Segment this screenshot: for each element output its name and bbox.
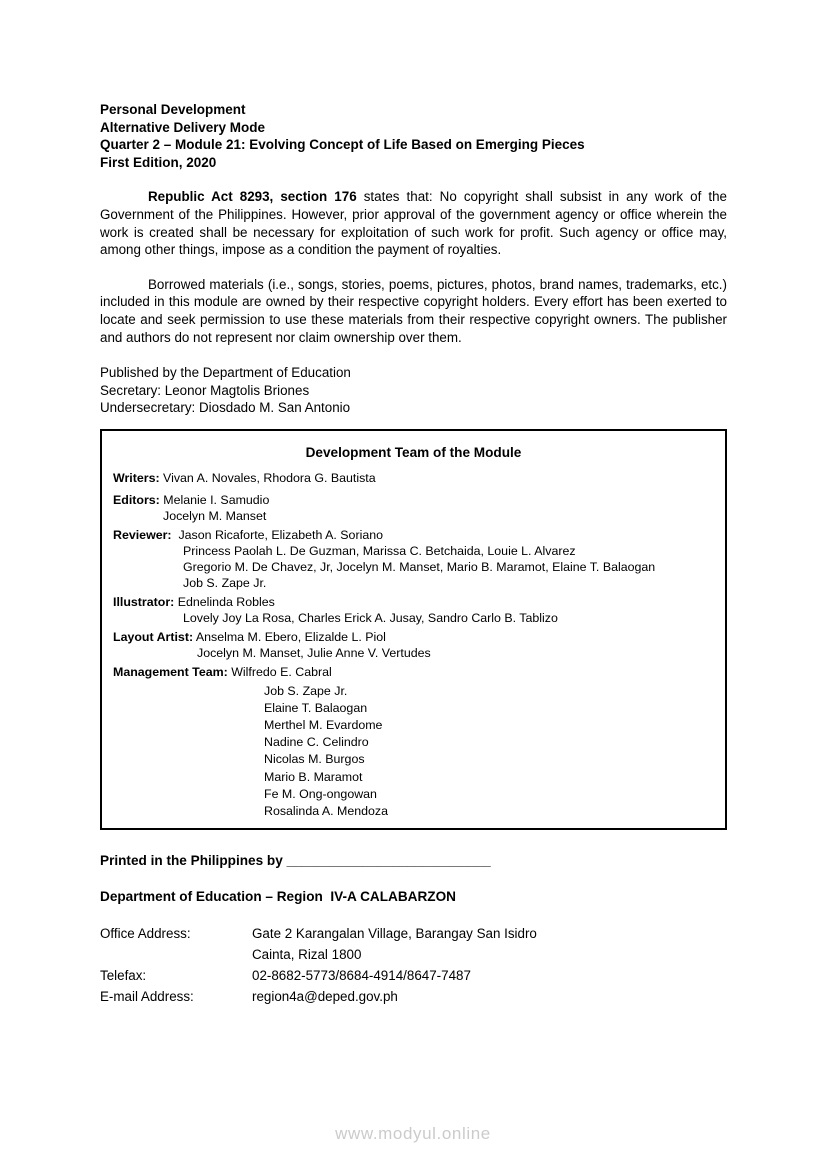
telefax-label: Telefax:	[100, 967, 147, 983]
management-member: Nadine C. Celindro	[264, 735, 369, 750]
writers-label: Writers:	[113, 470, 160, 485]
management-member: Merthel M. Evardome	[264, 718, 383, 733]
undersecretary-line: Undersecretary: Diosdado M. San Antonio	[100, 400, 351, 416]
layout-artist-label: Layout Artist:	[113, 629, 194, 644]
editors-line-1	[113, 492, 714, 508]
site-watermark: www.modyul.online	[335, 1124, 491, 1143]
illustrator-names-1: Ednelinda Robles	[177, 594, 275, 609]
reviewer-names-2: Princess Paolah L. De Guzman, Marissa C. Betchaida, Louie L. Alvarez	[183, 543, 576, 558]
management-team-label: Management Team:	[113, 664, 228, 679]
document-page	[100, 0, 727, 1007]
management-member: Rosalinda A. Mendoza	[264, 804, 388, 819]
writers-names: Vivan A. Novales, Rhodora G. Bautista	[163, 470, 376, 485]
management-member: Nicolas M. Burgos	[264, 752, 365, 767]
contact-row-office-address-2	[100, 945, 727, 966]
secretary-line: Secretary: Leonor Magtolis Briones	[100, 382, 310, 398]
contact-row-email	[100, 987, 727, 1008]
republic-act-lead: Republic Act 8293, section 176	[148, 189, 357, 205]
reviewer-names-4: Job S. Zape Jr.	[183, 575, 267, 590]
publisher-block	[100, 364, 727, 417]
office-address-value-2: Cainta, Rizal 1800	[252, 947, 362, 963]
contact-row-office-address	[100, 924, 727, 945]
management-member: Fe M. Ong-ongowan	[264, 786, 377, 801]
reviewer-row	[113, 527, 714, 591]
printed-by-line	[100, 852, 727, 870]
layout-artist-names-2: Jocelyn M. Manset, Julie Anne V. Vertudes	[197, 645, 431, 660]
reviewer-names-3: Gregorio M. De Chavez, Jr, Jocelyn M. Manset, Mario B. Maramot, Elaine T. Balaogan	[183, 559, 656, 574]
editors-names-2: Jocelyn M. Manset	[163, 508, 267, 523]
module-title: Quarter 2 – Module 21: Evolving Concept of Life Based on Emerging Pieces	[100, 137, 585, 153]
email-label: E-mail Address:	[100, 988, 194, 1004]
management-member: Elaine T. Balaogan	[264, 700, 368, 715]
office-address-label: Office Address:	[100, 926, 191, 942]
management-team-row	[113, 664, 714, 680]
printed-by-label: Printed in the Philippines by	[100, 853, 287, 869]
layout-artist-row	[113, 629, 714, 661]
management-member: Mario B. Maramot	[264, 769, 363, 784]
development-team-box	[100, 429, 727, 831]
editors-names-1: Melanie I. Samudio	[163, 492, 270, 507]
management-team-list	[264, 683, 714, 821]
layout-artist-line-1	[113, 629, 714, 645]
contact-row-telefax	[100, 966, 727, 987]
illustrator-line-1	[113, 594, 714, 610]
copyright-paragraph-2: Borrowed materials (i.e., songs, stories, poems, pictures, photos, brand names, trademarks, etc.) included in this module are owned by their respective copyright holders. Every effort has been exerted to locate and seek permission to use these materials from their respective copyright owners. The publisher and authors do not represent nor claim ownership over them.	[100, 276, 727, 345]
writers-row	[113, 470, 714, 486]
module-edition: First Edition, 2020	[100, 154, 217, 170]
reviewer-names-1: Jason Ricaforte, Elizabeth A. Soriano	[178, 527, 383, 542]
development-team-title: Development Team of the Module	[305, 444, 522, 460]
module-delivery-mode: Alternative Delivery Mode	[100, 119, 266, 135]
published-by-line: Published by the Department of Education	[100, 365, 351, 381]
editors-label: Editors:	[113, 492, 160, 507]
telefax-value: 02-8682-5773/8684-4914/8647-7487	[252, 967, 471, 983]
illustrator-names-2: Lovely Joy La Rosa, Charles Erick A. Jusay, Sandro Carlo B. Tablizo	[183, 610, 558, 625]
reviewer-line-1	[113, 527, 714, 543]
republic-act-text: states that: No copyright shall subsist in any work of the Government of the Philippines. However, prior approval of the government agency or office wherein the work is created shall be necessary for exploitation of such work for profit. Such agency or office may, among other things, impose as a condition the payment of royalties.	[100, 189, 727, 258]
illustrator-label: Illustrator:	[113, 594, 175, 609]
office-address-value: Gate 2 Karangalan Village, Barangay San Isidro	[252, 926, 537, 942]
editors-row	[113, 492, 714, 524]
illustrator-row	[113, 594, 714, 626]
management-team-lead: Wilfredo E. Cabral	[231, 664, 332, 679]
printed-by-blank: ___________________________	[286, 853, 491, 869]
layout-artist-names-1: Anselma M. Ebero, Elizalde L. Piol	[195, 629, 386, 644]
reviewer-label: Reviewer:	[113, 527, 172, 542]
module-header	[100, 101, 727, 171]
module-subject: Personal Development	[100, 102, 246, 117]
office-address-label-2	[100, 945, 252, 966]
email-value: region4a@deped.gov.ph	[252, 988, 398, 1004]
contact-block	[100, 924, 727, 1007]
copyright-paragraph-1	[100, 188, 727, 258]
management-member: Job S. Zape Jr.	[264, 683, 348, 698]
region-line: Department of Education – Region IV-A CALABARZON	[100, 888, 456, 904]
